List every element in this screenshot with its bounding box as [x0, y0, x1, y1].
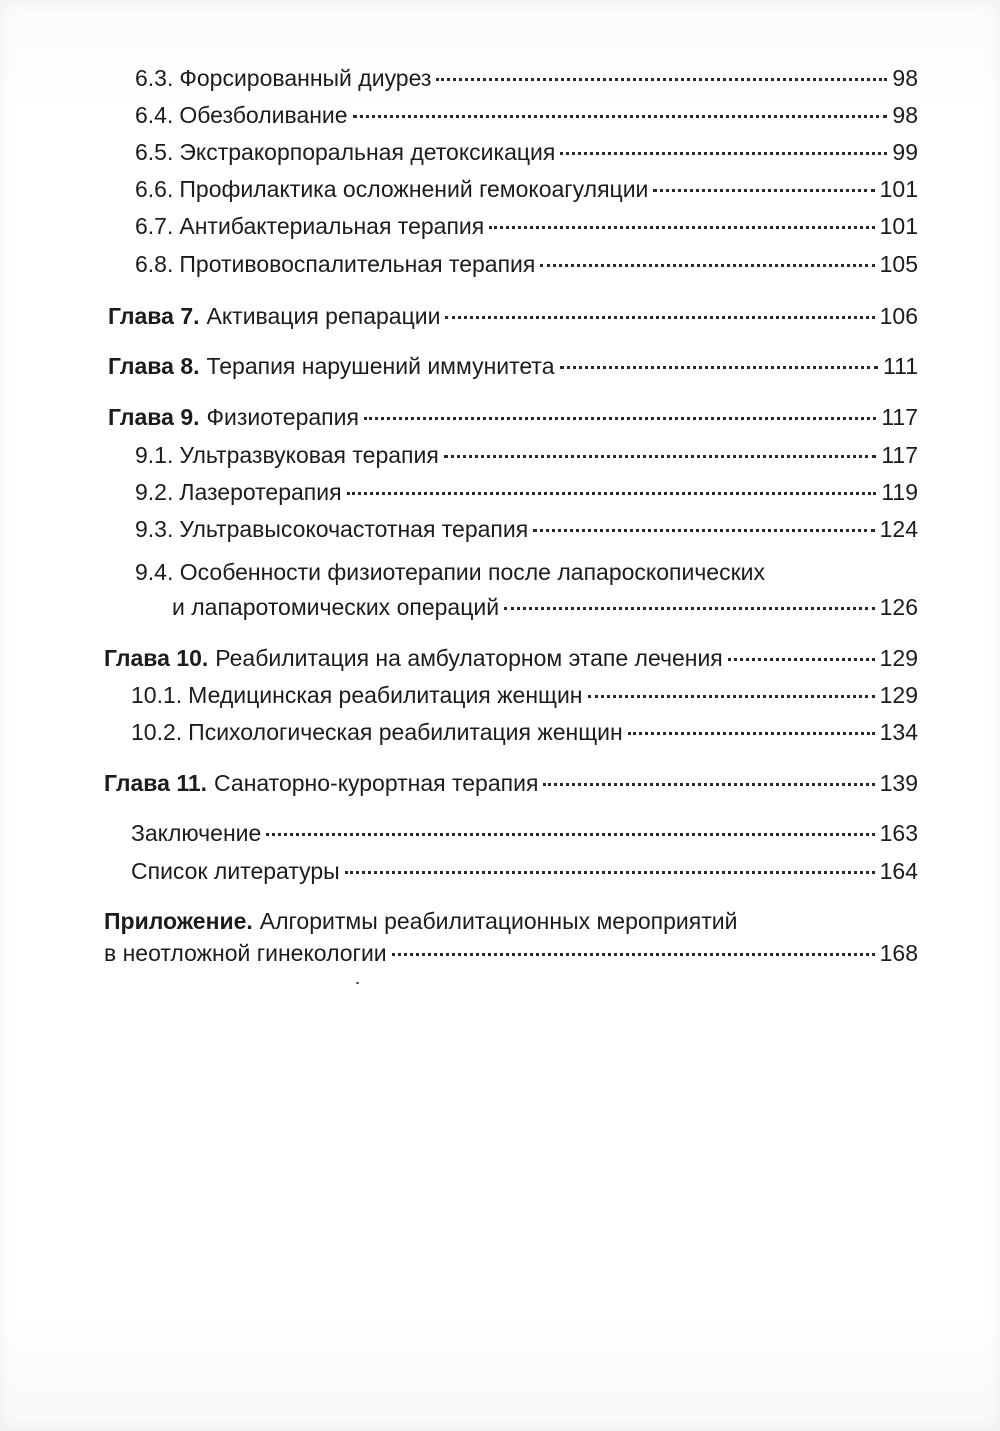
dot-leader [353, 115, 888, 118]
section-number: 10.1. [131, 682, 183, 708]
toc-entry-6-8[interactable] [135, 250, 918, 278]
page-number: 99 [892, 139, 918, 165]
section-title: Форсированный диурез [179, 65, 432, 91]
page-number: 119 [881, 479, 918, 505]
section-title: Противовоспалительная терапия [179, 251, 536, 277]
dot-leader [728, 658, 875, 661]
dot-leader [560, 366, 879, 369]
page-number: 129 [879, 682, 918, 708]
page-number: 101 [879, 213, 918, 239]
toc-entry-6-5[interactable] [135, 138, 918, 166]
chapter-title: Активация репарации [206, 303, 441, 329]
dot-leader [345, 871, 875, 874]
section-number: 6.6. [135, 176, 174, 202]
section-number: 9.1. [135, 442, 174, 468]
dot-leader [504, 607, 875, 610]
dot-leader [436, 78, 887, 81]
toc-entry-chapter-8[interactable] [108, 352, 918, 380]
chapter-title: Терапия нарушений иммунитета [206, 353, 555, 379]
section-title: Психологическая реабилитация женщин [188, 719, 623, 745]
print-speck [356, 982, 359, 984]
dot-leader [347, 492, 877, 495]
section-number: 6.4. [135, 102, 174, 128]
section-title-line1: Особенности физиотерапии после лапароскопических [179, 559, 766, 585]
chapter-title: Санаторно-курортная терапия [214, 770, 539, 796]
page-number: 101 [879, 176, 918, 202]
dot-leader [266, 833, 874, 836]
dot-leader [392, 953, 875, 956]
toc-entry-6-3[interactable] [135, 64, 918, 92]
section-title: Экстракорпоральная детоксикация [179, 139, 556, 165]
dot-leader [588, 695, 875, 698]
page-number: 126 [879, 594, 918, 620]
section-title: Профилактика осложнений гемокоагуляции [179, 176, 649, 202]
dot-leader [543, 783, 874, 786]
page-number: 124 [879, 516, 918, 542]
appendix-title-line1: Алгоритмы реабилитационных мероприятий [259, 908, 738, 934]
section-title: Лазеротерапия [179, 479, 342, 505]
dot-leader [445, 316, 874, 319]
section-title: Обезболивание [179, 102, 348, 128]
toc-entry-6-7[interactable] [135, 212, 918, 240]
toc-entry-9-3[interactable] [135, 515, 918, 543]
dot-leader [444, 455, 877, 458]
chapter-label: Глава 7. [108, 303, 200, 329]
section-number: 6.8. [135, 251, 174, 277]
page-number: 164 [879, 858, 918, 884]
toc-entry-9-4-line1[interactable] [135, 558, 765, 586]
conclusion-title: Заключение [131, 820, 262, 846]
dot-leader [533, 529, 874, 532]
chapter-label: Глава 10. [104, 645, 209, 671]
chapter-label: Глава 11. [104, 770, 208, 796]
dot-leader [364, 417, 876, 420]
chapter-label: Глава 9. [108, 404, 200, 430]
toc-entry-references[interactable] [131, 857, 918, 885]
page-number: 168 [879, 940, 918, 966]
toc-entry-chapter-7[interactable] [108, 302, 918, 330]
appendix-title-line2: в неотложной гинекологии [104, 940, 387, 966]
toc-entry-10-1[interactable] [131, 681, 918, 709]
dot-leader [560, 152, 887, 155]
toc-entry-6-4[interactable] [135, 101, 918, 129]
chapter-title: Реабилитация на амбулаторном этапе лечения [215, 645, 723, 671]
page-number: 163 [879, 820, 918, 846]
appendix-label: Приложение. [104, 908, 253, 934]
chapter-title: Физиотерапия [206, 404, 359, 430]
toc-entry-10-2[interactable] [131, 718, 918, 746]
toc-entry-chapter-9[interactable] [108, 403, 918, 431]
section-title: Антибактериальная терапия [179, 213, 485, 239]
section-number: 9.4. [135, 559, 174, 585]
section-number: 9.2. [135, 479, 174, 505]
section-number: 9.3. [135, 516, 174, 542]
section-number: 6.3. [135, 65, 174, 91]
page-number: 117 [881, 404, 918, 430]
section-title: Ультразвуковая терапия [179, 442, 439, 468]
dot-leader [489, 226, 874, 229]
dot-leader [653, 189, 874, 192]
page-number: 111 [883, 353, 918, 379]
toc-entry-conclusion[interactable] [131, 819, 918, 847]
section-number: 6.7. [135, 213, 174, 239]
page-number: 106 [879, 303, 918, 329]
section-number: 10.2. [131, 719, 183, 745]
toc-entry-6-6[interactable] [135, 175, 918, 203]
section-title: Медицинская реабилитация женщин [188, 682, 583, 708]
section-number: 6.5. [135, 139, 174, 165]
toc-entry-appendix-line2[interactable] [104, 939, 918, 967]
page-number: 134 [879, 719, 918, 745]
page-number: 117 [881, 442, 918, 468]
toc-entry-appendix-line1[interactable] [104, 907, 737, 935]
toc-entry-9-4-line2[interactable] [172, 593, 918, 621]
references-title: Список литературы [131, 858, 340, 884]
section-title: Ультравысокочастотная терапия [179, 516, 529, 542]
toc-entry-chapter-11[interactable] [104, 769, 918, 797]
dot-leader [628, 732, 875, 735]
toc-entry-chapter-10[interactable] [104, 644, 918, 672]
page-number: 98 [892, 102, 918, 128]
page-number: 98 [892, 65, 918, 91]
toc-entry-9-1[interactable] [135, 441, 918, 469]
section-title-line2: и лапаротомических операций [172, 594, 500, 620]
chapter-label: Глава 8. [108, 353, 200, 379]
page-number: 129 [879, 645, 918, 671]
page-number: 139 [879, 770, 918, 796]
dot-leader [540, 264, 874, 267]
toc-entry-9-2[interactable] [135, 478, 918, 506]
page-number: 105 [879, 251, 918, 277]
